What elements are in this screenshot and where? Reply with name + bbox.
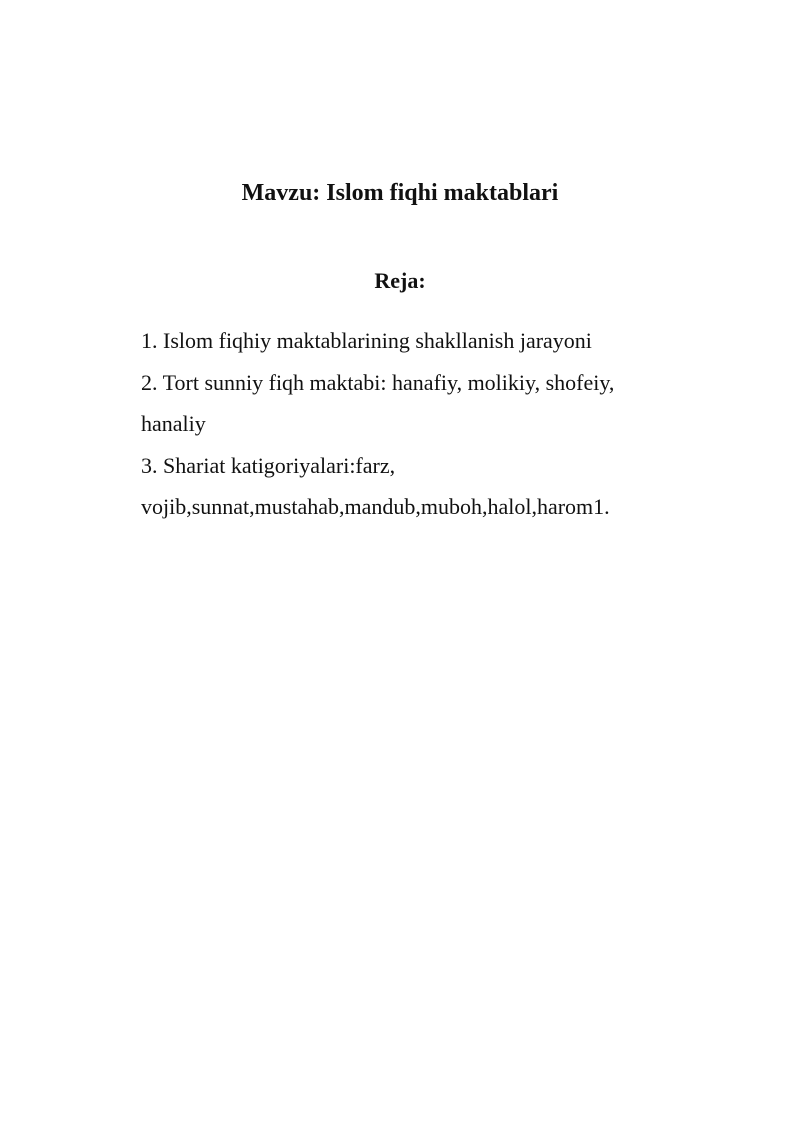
plan-item: 2. Tort sunniy fiqh maktabi: hanafiy, molikiy, shofeiy, hanaliy xyxy=(141,369,615,436)
plan-item: 3. Shariat katigoriyalari:farz, vojib,sunnat,mustahab,mandub,muboh,halol,harom1. xyxy=(141,452,610,519)
plan-item: 1. Islom fiqhiy maktablarining shakllanish jarayoni xyxy=(141,328,592,353)
plan-heading: Reja: xyxy=(374,268,426,293)
plan-list xyxy=(141,320,681,528)
document-title: Mavzu: Islom fiqhi maktablari xyxy=(241,180,559,206)
